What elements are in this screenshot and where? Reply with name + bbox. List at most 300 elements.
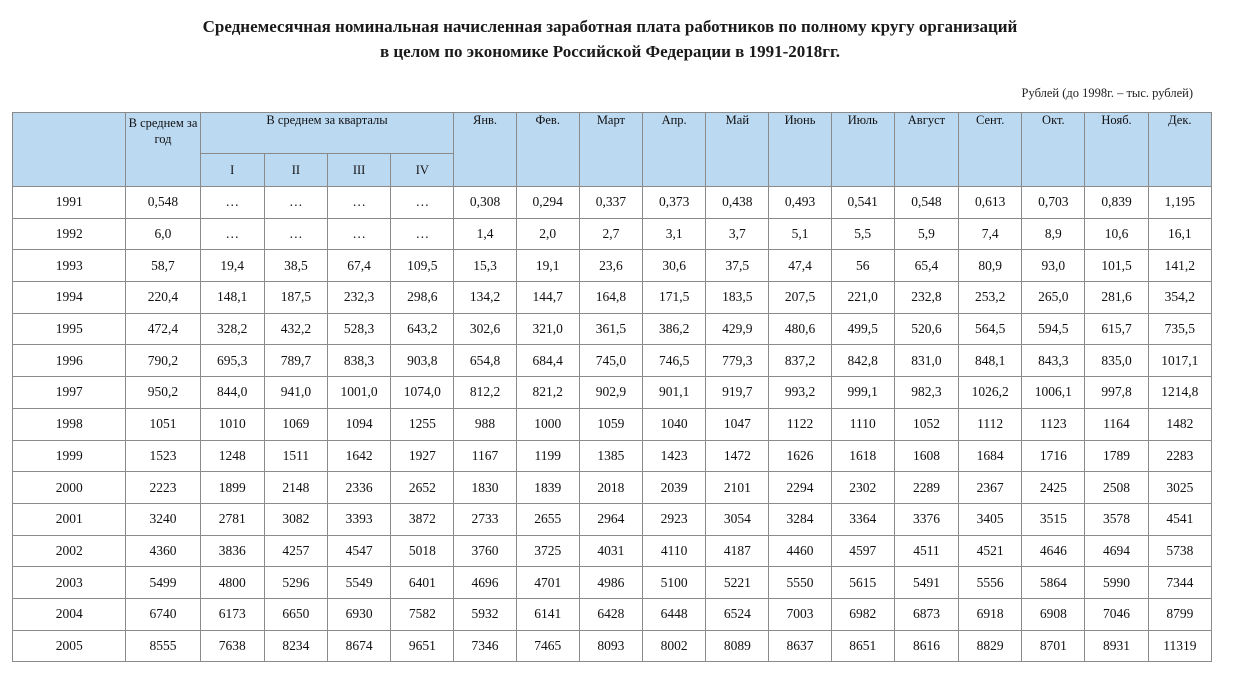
value-cell: 164,8 [579, 282, 642, 314]
value-cell: 1047 [706, 408, 769, 440]
value-cell: 1608 [894, 440, 958, 472]
value-cell: 207,5 [769, 282, 831, 314]
value-cell: 2,0 [516, 218, 579, 250]
value-cell: 6650 [264, 598, 327, 630]
value-cell: 4257 [264, 535, 327, 567]
value-cell: 2302 [831, 472, 894, 504]
value-cell: 1423 [643, 440, 706, 472]
value-cell: 1122 [769, 408, 831, 440]
header-month-jan: Янв. [454, 113, 516, 187]
value-cell: 3393 [328, 503, 391, 535]
value-cell: 1642 [328, 440, 391, 472]
value-cell: 1618 [831, 440, 894, 472]
value-cell: 4694 [1085, 535, 1148, 567]
value-cell: 5,1 [769, 218, 831, 250]
header-avg-year: В среднем за год [126, 113, 200, 187]
value-cell: 695,3 [200, 345, 264, 377]
value-cell: 6740 [126, 598, 200, 630]
value-cell: 5738 [1148, 535, 1211, 567]
value-cell: 5499 [126, 567, 200, 599]
value-cell: 5556 [959, 567, 1022, 599]
value-cell: 2018 [579, 472, 642, 504]
value-cell: 11319 [1148, 630, 1211, 662]
value-cell: 1523 [126, 440, 200, 472]
value-cell: 2655 [516, 503, 579, 535]
table-row [13, 218, 1212, 250]
value-cell: 848,1 [959, 345, 1022, 377]
value-cell: 941,0 [264, 377, 327, 409]
value-cell: 8,9 [1022, 218, 1085, 250]
header-month-jul: Июль [831, 113, 894, 187]
value-cell: 8093 [579, 630, 642, 662]
value-cell: 528,3 [328, 313, 391, 345]
value-cell: 8555 [126, 630, 200, 662]
value-cell: 3240 [126, 503, 200, 535]
year-cell: 1992 [13, 218, 126, 250]
value-cell: 838,3 [328, 345, 391, 377]
header-month-dec: Дек. [1148, 113, 1211, 187]
value-cell: 1899 [200, 472, 264, 504]
value-cell: 321,0 [516, 313, 579, 345]
value-cell: 134,2 [454, 282, 516, 314]
value-cell: 6873 [894, 598, 958, 630]
value-cell: 982,3 [894, 377, 958, 409]
value-cell: 993,2 [769, 377, 831, 409]
value-cell: 3872 [391, 503, 454, 535]
table-row [13, 345, 1212, 377]
header-quarter-3: III [328, 154, 391, 187]
value-cell: 5018 [391, 535, 454, 567]
value-cell: 4701 [516, 567, 579, 599]
table-row [13, 630, 1212, 662]
value-cell: 6173 [200, 598, 264, 630]
value-cell: 999,1 [831, 377, 894, 409]
year-cell: 2005 [13, 630, 126, 662]
value-cell: 5615 [831, 567, 894, 599]
value-cell: 7346 [454, 630, 516, 662]
value-cell: 7582 [391, 598, 454, 630]
value-cell: 564,5 [959, 313, 1022, 345]
value-cell: 7003 [769, 598, 831, 630]
value-cell: 745,0 [579, 345, 642, 377]
value-cell: 901,1 [643, 377, 706, 409]
value-cell: 8701 [1022, 630, 1085, 662]
wage-table [12, 112, 1212, 662]
value-cell: 1051 [126, 408, 200, 440]
header-quarters-group: В среднем за кварталы [200, 113, 454, 154]
value-cell: 109,5 [391, 250, 454, 282]
value-cell: 919,7 [706, 377, 769, 409]
value-cell: 1040 [643, 408, 706, 440]
value-cell: 232,8 [894, 282, 958, 314]
value-cell: 1006,1 [1022, 377, 1085, 409]
value-cell: 837,2 [769, 345, 831, 377]
value-cell: 4547 [328, 535, 391, 567]
value-cell: 2964 [579, 503, 642, 535]
value-cell: 8651 [831, 630, 894, 662]
value-cell: 8234 [264, 630, 327, 662]
value-cell: 6428 [579, 598, 642, 630]
value-cell: 2336 [328, 472, 391, 504]
value-cell: 183,5 [706, 282, 769, 314]
page-title [0, 14, 1220, 64]
value-cell: 789,7 [264, 345, 327, 377]
value-cell: 4031 [579, 535, 642, 567]
value-cell: 4460 [769, 535, 831, 567]
value-cell: 8089 [706, 630, 769, 662]
year-cell: 1998 [13, 408, 126, 440]
value-cell: 1164 [1085, 408, 1148, 440]
table-row [13, 440, 1212, 472]
value-cell: 23,6 [579, 250, 642, 282]
year-cell: 1995 [13, 313, 126, 345]
value-cell: 1214,8 [1148, 377, 1211, 409]
value-cell: 0,373 [643, 187, 706, 219]
value-cell: 1255 [391, 408, 454, 440]
value-cell: 1684 [959, 440, 1022, 472]
value-cell: 6,0 [126, 218, 200, 250]
value-cell: 56 [831, 250, 894, 282]
value-cell: 47,4 [769, 250, 831, 282]
table-row [13, 408, 1212, 440]
value-cell: 3578 [1085, 503, 1148, 535]
value-cell: 0,548 [126, 187, 200, 219]
value-cell: 3082 [264, 503, 327, 535]
value-cell: … [200, 218, 264, 250]
value-cell: 2367 [959, 472, 1022, 504]
value-cell: 253,2 [959, 282, 1022, 314]
year-cell: 1999 [13, 440, 126, 472]
value-cell: 4696 [454, 567, 516, 599]
value-cell: 1010 [200, 408, 264, 440]
units-note: Рублей (до 1998г. – тыс. рублей) [1021, 86, 1193, 100]
value-cell: 3725 [516, 535, 579, 567]
table-row [13, 503, 1212, 535]
value-cell: 1052 [894, 408, 958, 440]
value-cell: 2101 [706, 472, 769, 504]
value-cell: 1001,0 [328, 377, 391, 409]
value-cell: 643,2 [391, 313, 454, 345]
value-cell: 2039 [643, 472, 706, 504]
value-cell: 8674 [328, 630, 391, 662]
title-line-1: Среднемесячная номинальная начисленная заработная плата работников по полному кругу организаций [202, 17, 1018, 36]
table-row [13, 282, 1212, 314]
value-cell: 232,3 [328, 282, 391, 314]
value-cell: 2148 [264, 472, 327, 504]
table-row [13, 567, 1212, 599]
value-cell: 0,541 [831, 187, 894, 219]
value-cell: 58,7 [126, 250, 200, 282]
header-month-mar: Март [579, 113, 642, 187]
value-cell: 148,1 [200, 282, 264, 314]
header-month-apr: Апр. [643, 113, 706, 187]
value-cell: 2508 [1085, 472, 1148, 504]
table-row [13, 377, 1212, 409]
table-row [13, 598, 1212, 630]
value-cell: 1716 [1022, 440, 1085, 472]
value-cell: 1112 [959, 408, 1022, 440]
value-cell: 1626 [769, 440, 831, 472]
value-cell: 472,4 [126, 313, 200, 345]
value-cell: 7046 [1085, 598, 1148, 630]
value-cell: 4986 [579, 567, 642, 599]
value-cell: 654,8 [454, 345, 516, 377]
value-cell: 5,9 [894, 218, 958, 250]
value-cell: 997,8 [1085, 377, 1148, 409]
value-cell: 3836 [200, 535, 264, 567]
value-cell: 386,2 [643, 313, 706, 345]
title-line-2: в целом по экономике Российской Федерации в 1991-2018гг. [379, 42, 841, 61]
value-cell: 5491 [894, 567, 958, 599]
value-cell: 5296 [264, 567, 327, 599]
value-cell: 19,4 [200, 250, 264, 282]
value-cell: 735,5 [1148, 313, 1211, 345]
value-cell: 328,2 [200, 313, 264, 345]
value-cell: 187,5 [264, 282, 327, 314]
value-cell: 5990 [1085, 567, 1148, 599]
value-cell: … [391, 218, 454, 250]
header-quarter-1: I [200, 154, 264, 187]
value-cell: 950,2 [126, 377, 200, 409]
value-cell: 520,6 [894, 313, 958, 345]
value-cell: … [328, 187, 391, 219]
value-cell: 2923 [643, 503, 706, 535]
header-month-aug: Август [894, 113, 958, 187]
value-cell: 16,1 [1148, 218, 1211, 250]
value-cell: 6401 [391, 567, 454, 599]
value-cell: 1026,2 [959, 377, 1022, 409]
value-cell: 831,0 [894, 345, 958, 377]
value-cell: 2,7 [579, 218, 642, 250]
table-body [13, 187, 1212, 662]
value-cell: 65,4 [894, 250, 958, 282]
value-cell: … [264, 187, 327, 219]
value-cell: 5864 [1022, 567, 1085, 599]
header-month-sep: Сент. [959, 113, 1022, 187]
value-cell: 144,7 [516, 282, 579, 314]
value-cell: 1000 [516, 408, 579, 440]
table-row [13, 535, 1212, 567]
value-cell: 684,4 [516, 345, 579, 377]
value-cell: 844,0 [200, 377, 264, 409]
year-cell: 1994 [13, 282, 126, 314]
value-cell: 6908 [1022, 598, 1085, 630]
value-cell: 3376 [894, 503, 958, 535]
year-cell: 2000 [13, 472, 126, 504]
value-cell: 4511 [894, 535, 958, 567]
value-cell: 6918 [959, 598, 1022, 630]
value-cell: 1511 [264, 440, 327, 472]
value-cell: 1,195 [1148, 187, 1211, 219]
value-cell: 221,0 [831, 282, 894, 314]
value-cell: 7344 [1148, 567, 1211, 599]
header-month-jun: Июнь [769, 113, 831, 187]
value-cell: 594,5 [1022, 313, 1085, 345]
value-cell: 171,5 [643, 282, 706, 314]
value-cell: 1110 [831, 408, 894, 440]
header-month-oct: Окт. [1022, 113, 1085, 187]
value-cell: … [264, 218, 327, 250]
value-cell: 4187 [706, 535, 769, 567]
value-cell: 8931 [1085, 630, 1148, 662]
value-cell: 842,8 [831, 345, 894, 377]
value-cell: 19,1 [516, 250, 579, 282]
value-cell: 8799 [1148, 598, 1211, 630]
value-cell: 5,5 [831, 218, 894, 250]
value-cell: 8829 [959, 630, 1022, 662]
value-cell: 1199 [516, 440, 579, 472]
value-cell: 499,5 [831, 313, 894, 345]
value-cell: 1789 [1085, 440, 1148, 472]
value-cell: 0,308 [454, 187, 516, 219]
value-cell: 790,2 [126, 345, 200, 377]
value-cell: 1482 [1148, 408, 1211, 440]
value-cell: 2425 [1022, 472, 1085, 504]
value-cell: 141,2 [1148, 250, 1211, 282]
value-cell: 1472 [706, 440, 769, 472]
value-cell: 3515 [1022, 503, 1085, 535]
value-cell: 5100 [643, 567, 706, 599]
value-cell: 8616 [894, 630, 958, 662]
year-cell: 1993 [13, 250, 126, 282]
year-cell: 1997 [13, 377, 126, 409]
value-cell: 1017,1 [1148, 345, 1211, 377]
value-cell: 4110 [643, 535, 706, 567]
value-cell: 67,4 [328, 250, 391, 282]
value-cell: 2652 [391, 472, 454, 504]
year-cell: 1996 [13, 345, 126, 377]
table-row [13, 187, 1212, 219]
value-cell: 2733 [454, 503, 516, 535]
value-cell: 265,0 [1022, 282, 1085, 314]
value-cell: 0,438 [706, 187, 769, 219]
value-cell: … [391, 187, 454, 219]
value-cell: 4521 [959, 535, 1022, 567]
value-cell: 1123 [1022, 408, 1085, 440]
value-cell: 8637 [769, 630, 831, 662]
value-cell: 5550 [769, 567, 831, 599]
header-month-may: Май [706, 113, 769, 187]
value-cell: 80,9 [959, 250, 1022, 282]
value-cell: … [328, 218, 391, 250]
value-cell: 2223 [126, 472, 200, 504]
value-cell: 903,8 [391, 345, 454, 377]
value-cell: 0,613 [959, 187, 1022, 219]
value-cell: 5221 [706, 567, 769, 599]
value-cell: 4646 [1022, 535, 1085, 567]
value-cell: 7638 [200, 630, 264, 662]
value-cell: 615,7 [1085, 313, 1148, 345]
value-cell: 4360 [126, 535, 200, 567]
value-cell: 1059 [579, 408, 642, 440]
value-cell: 5932 [454, 598, 516, 630]
value-cell: 1927 [391, 440, 454, 472]
value-cell: 101,5 [1085, 250, 1148, 282]
header-quarter-4: IV [391, 154, 454, 187]
value-cell: 6524 [706, 598, 769, 630]
year-cell: 2002 [13, 535, 126, 567]
value-cell: 480,6 [769, 313, 831, 345]
table-row [13, 472, 1212, 504]
value-cell: 6448 [643, 598, 706, 630]
value-cell: 3025 [1148, 472, 1211, 504]
value-cell: 0,548 [894, 187, 958, 219]
value-cell: 3054 [706, 503, 769, 535]
value-cell: 5549 [328, 567, 391, 599]
value-cell: 30,6 [643, 250, 706, 282]
value-cell: 10,6 [1085, 218, 1148, 250]
value-cell: 302,6 [454, 313, 516, 345]
value-cell: 2289 [894, 472, 958, 504]
year-cell: 1991 [13, 187, 126, 219]
value-cell: 1,4 [454, 218, 516, 250]
value-cell: … [200, 187, 264, 219]
header-year [13, 113, 126, 187]
value-cell: 4800 [200, 567, 264, 599]
header-quarter-2: II [264, 154, 327, 187]
value-cell: 843,3 [1022, 345, 1085, 377]
value-cell: 2283 [1148, 440, 1211, 472]
value-cell: 7,4 [959, 218, 1022, 250]
value-cell: 6141 [516, 598, 579, 630]
value-cell: 4541 [1148, 503, 1211, 535]
value-cell: 812,2 [454, 377, 516, 409]
value-cell: 354,2 [1148, 282, 1211, 314]
value-cell: 3284 [769, 503, 831, 535]
value-cell: 0,493 [769, 187, 831, 219]
value-cell: 361,5 [579, 313, 642, 345]
table-row [13, 313, 1212, 345]
value-cell: 3,7 [706, 218, 769, 250]
value-cell: 37,5 [706, 250, 769, 282]
value-cell: 1167 [454, 440, 516, 472]
value-cell: 3405 [959, 503, 1022, 535]
value-cell: 298,6 [391, 282, 454, 314]
value-cell: 2781 [200, 503, 264, 535]
table-row [13, 250, 1212, 282]
value-cell: 835,0 [1085, 345, 1148, 377]
value-cell: 3,1 [643, 218, 706, 250]
value-cell: 432,2 [264, 313, 327, 345]
value-cell: 1839 [516, 472, 579, 504]
value-cell: 1830 [454, 472, 516, 504]
value-cell: 902,9 [579, 377, 642, 409]
value-cell: 6982 [831, 598, 894, 630]
year-cell: 2003 [13, 567, 126, 599]
value-cell: 38,5 [264, 250, 327, 282]
value-cell: 15,3 [454, 250, 516, 282]
value-cell: 1069 [264, 408, 327, 440]
value-cell: 429,9 [706, 313, 769, 345]
year-cell: 2004 [13, 598, 126, 630]
value-cell: 8002 [643, 630, 706, 662]
value-cell: 0,294 [516, 187, 579, 219]
value-cell: 220,4 [126, 282, 200, 314]
header-month-nov: Нояб. [1085, 113, 1148, 187]
value-cell: 821,2 [516, 377, 579, 409]
value-cell: 281,6 [1085, 282, 1148, 314]
value-cell: 4597 [831, 535, 894, 567]
value-cell: 1385 [579, 440, 642, 472]
value-cell: 3364 [831, 503, 894, 535]
year-cell: 2001 [13, 503, 126, 535]
value-cell: 6930 [328, 598, 391, 630]
value-cell: 7465 [516, 630, 579, 662]
value-cell: 779,3 [706, 345, 769, 377]
value-cell: 0,839 [1085, 187, 1148, 219]
value-cell: 0,703 [1022, 187, 1085, 219]
value-cell: 1248 [200, 440, 264, 472]
